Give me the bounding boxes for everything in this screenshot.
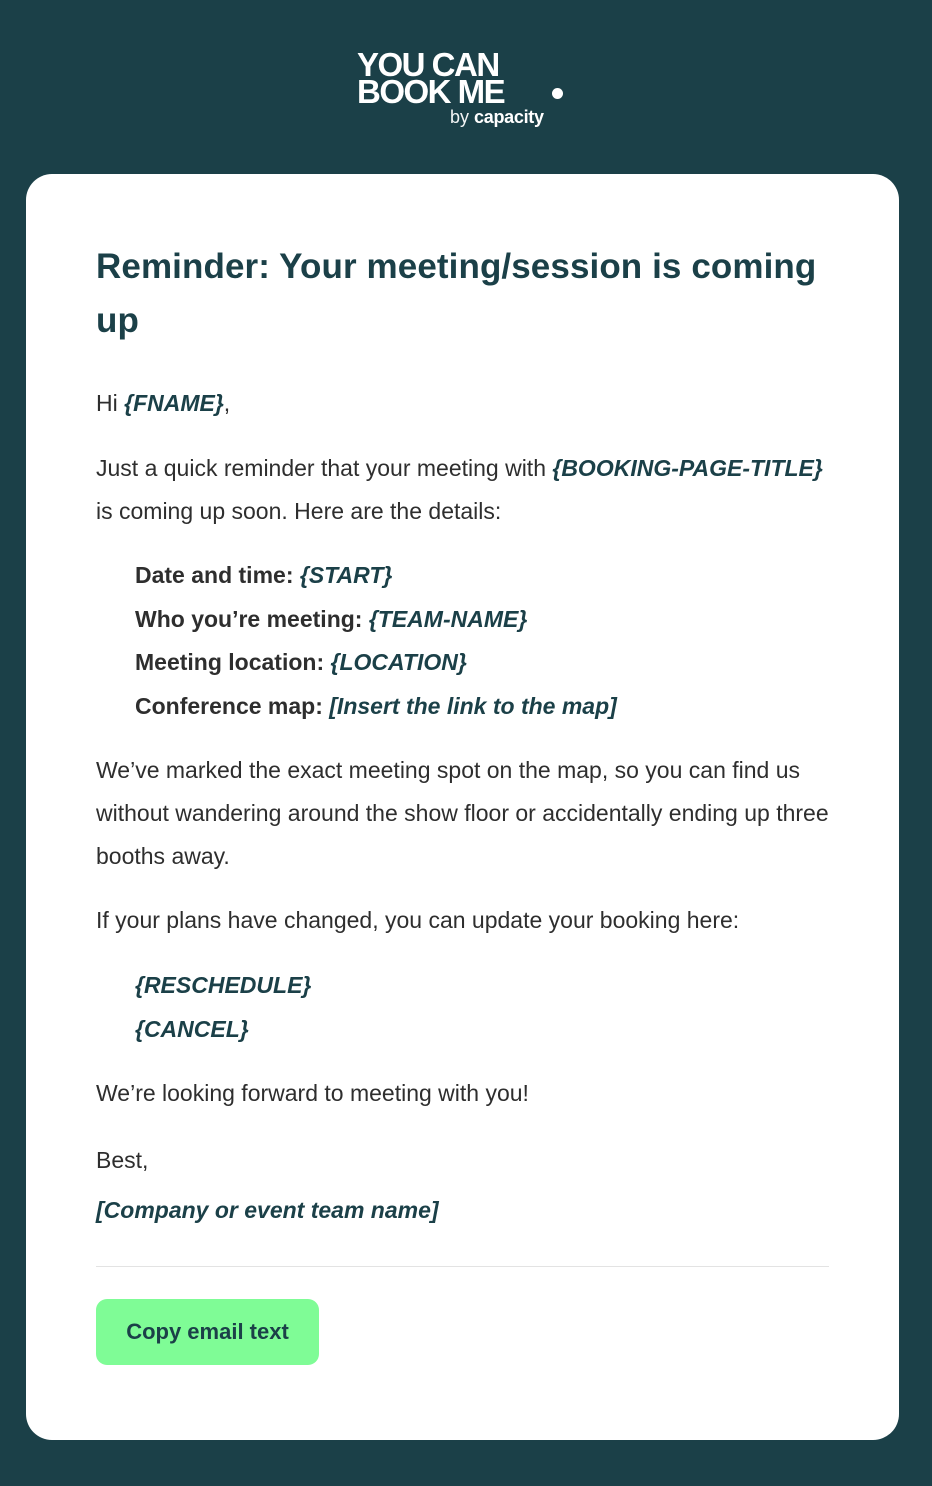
detail-value: {START} — [299, 562, 393, 588]
plans-paragraph: If your plans have changed, you can update your booking here: — [96, 907, 740, 933]
logo-by: by — [450, 107, 470, 127]
forward-paragraph: We’re looking forward to meeting with you! — [96, 1080, 529, 1106]
detail-value: {TEAM-NAME} — [368, 605, 528, 632]
logo-byline — [450, 106, 544, 128]
cancel-placeholder: {CANCEL} — [135, 1015, 249, 1042]
map-paragraph: We’ve marked the exact meeting spot on the map, so you can find us without wandering around the show floor or accidentally ending up three booths away. — [96, 757, 829, 869]
detail-who — [135, 598, 829, 642]
detail-label: Meeting location: — [135, 649, 331, 675]
intro-paragraph — [96, 447, 829, 533]
greeting-suffix: , — [223, 390, 231, 416]
closing: Best, — [96, 1147, 149, 1173]
detail-value: {LOCATION} — [330, 649, 467, 675]
divider — [96, 1266, 829, 1267]
greeting — [96, 382, 829, 425]
detail-value: [Insert the link to the map] — [329, 692, 617, 719]
greeting-prefix: Hi — [96, 390, 125, 416]
fname-placeholder: {FNAME} — [124, 390, 224, 416]
email-title: Reminder: Your meeting/session is coming up — [96, 247, 817, 340]
youcanbookme-logo — [356, 48, 576, 132]
booking-actions — [96, 964, 829, 1051]
detail-label: Date and time: — [135, 562, 300, 588]
brand-header — [0, 48, 932, 132]
email-card — [26, 174, 899, 1440]
detail-label: Who you’re meeting: — [135, 605, 369, 632]
logo-line-2: BOOK ME — [357, 73, 505, 110]
meeting-details — [96, 554, 829, 728]
detail-label: Conference map: — [135, 692, 330, 719]
intro-prefix: Just a quick reminder that your meeting with — [96, 455, 553, 481]
booking-page-title-placeholder: {BOOKING-PAGE-TITLE} — [552, 455, 823, 481]
logo-line-1: YOU CAN — [357, 46, 499, 83]
logo-company: capacity — [474, 107, 544, 127]
reschedule-placeholder: {RESCHEDULE} — [135, 972, 312, 998]
detail-location — [135, 641, 829, 685]
detail-conference-map — [135, 685, 829, 729]
intro-suffix: is coming up soon. Here are the details: — [96, 498, 502, 524]
signature-placeholder: [Company or event team name] — [96, 1197, 439, 1223]
logo-dot-icon — [552, 88, 563, 99]
copy-email-text-button[interactable]: Copy email text — [96, 1299, 319, 1365]
detail-date-time — [135, 554, 829, 598]
